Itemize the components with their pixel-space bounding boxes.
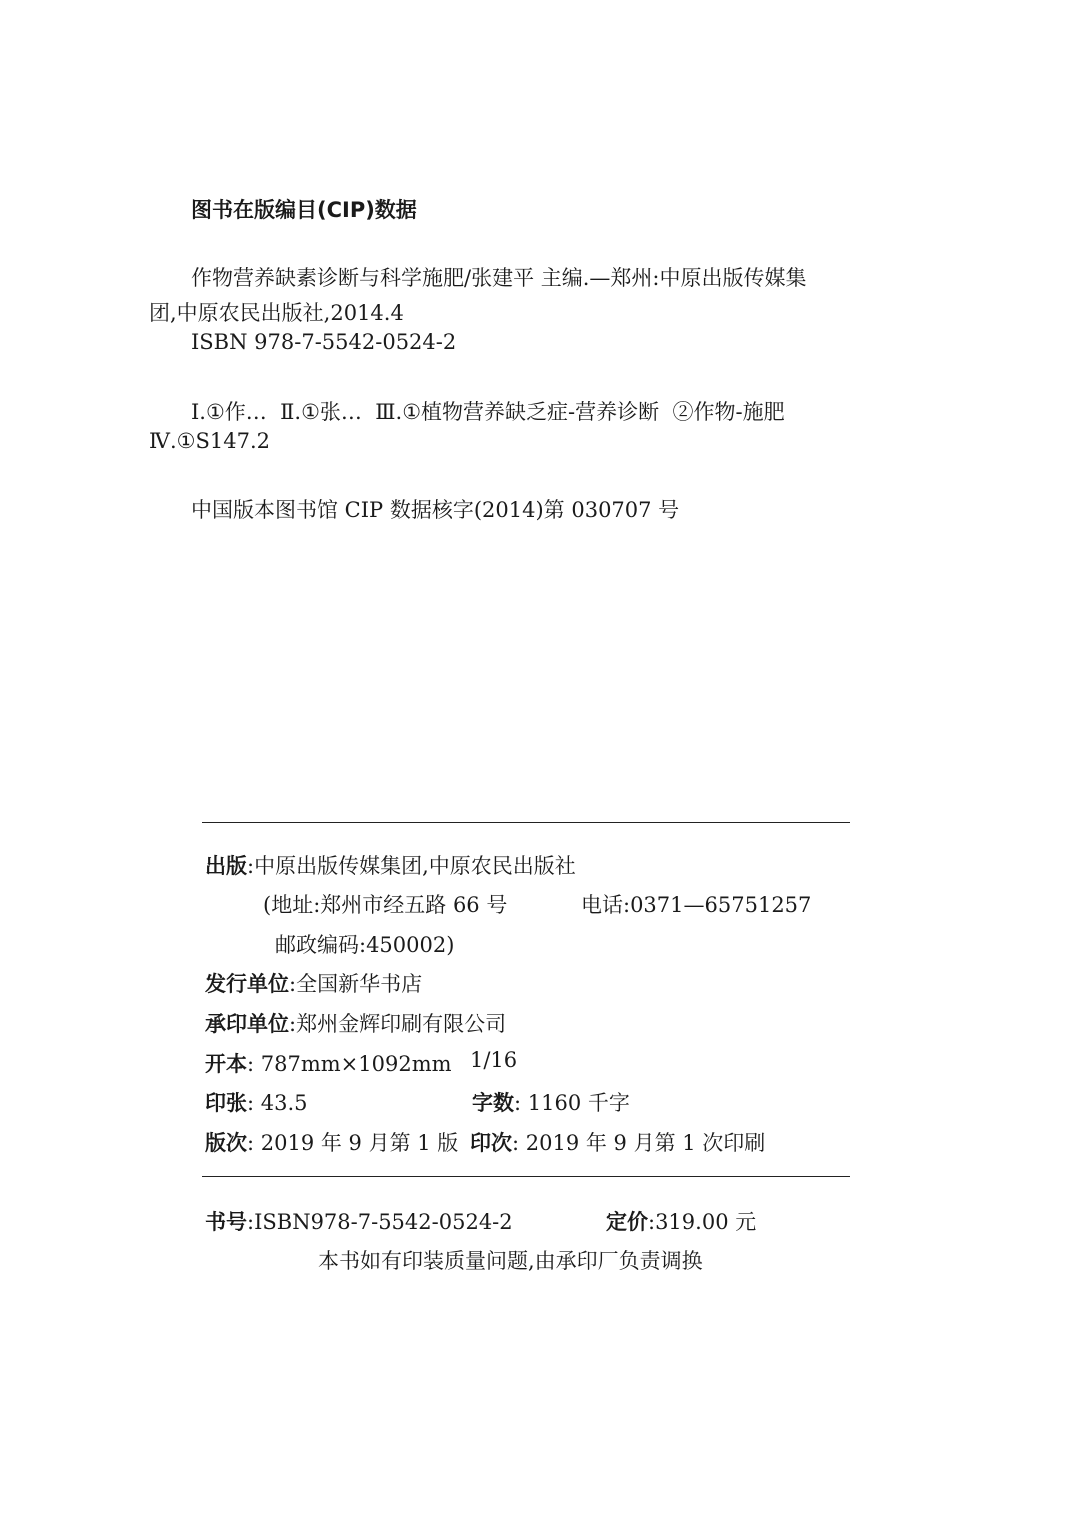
format-fraction: 1/16 [470, 1048, 518, 1072]
sheets-label: 印张 [205, 1091, 247, 1115]
edition-label: 版次 [205, 1131, 247, 1155]
bottom-divider [202, 1176, 850, 1177]
distributor-label: 发行单位 [205, 972, 289, 996]
price-row [606, 1206, 756, 1236]
cip-library-line: 中国版本图书馆 CIP 数据核字(2014)第 030707 号 [191, 498, 680, 522]
edition-row [205, 1127, 458, 1157]
printer-label: 承印单位 [205, 1012, 289, 1036]
sheets-row [205, 1087, 308, 1117]
printer-row [205, 1008, 506, 1038]
cip-entry-line2: 团,中原农民出版社,2014.4 [149, 301, 404, 325]
sheets-value: : 43.5 [247, 1091, 308, 1115]
printing-value: : 2019 年 9 月第 1 次印刷 [512, 1131, 766, 1155]
book-number-row [205, 1206, 513, 1236]
printing-label: 印次 [470, 1131, 512, 1155]
address-text: (地址:郑州市经五路 66 号 [263, 893, 508, 917]
printer-value: :郑州金辉印刷有限公司 [289, 1012, 507, 1036]
publisher-label: 出版 [205, 854, 247, 878]
publisher-row [205, 850, 576, 880]
cip-subject-line1: Ⅰ.①作… Ⅱ.①张… Ⅲ.①植物营养缺乏症-营养诊断 ②作物-施肥 [191, 400, 785, 424]
postcode-text: 邮政编码:450002) [275, 933, 455, 957]
book-number-label: 书号 [205, 1210, 247, 1234]
words-row [472, 1087, 630, 1117]
publisher-value: :中原出版传媒集团,中原农民出版社 [247, 854, 576, 878]
cip-entry-line1: 作物营养缺素诊断与科学施肥/张建平 主编.—郑州:中原出版传媒集 [191, 266, 807, 290]
words-label: 字数 [472, 1091, 514, 1115]
cip-title: 图书在版编目(CIP)数据 [191, 198, 417, 222]
quality-notice: 本书如有印装质量问题,由承印厂负责调换 [318, 1249, 703, 1273]
edition-value: : 2019 年 9 月第 1 版 [247, 1131, 459, 1155]
phone-text: 电话:0371—65751257 [581, 893, 812, 917]
cip-subject-line2: Ⅳ.①S147.2 [149, 429, 270, 453]
book-number-value: :ISBN978-7-5542-0524-2 [247, 1210, 513, 1234]
distributor-row [205, 968, 422, 998]
price-label: 定价 [606, 1210, 648, 1234]
cip-isbn-line: ISBN 978-7-5542-0524-2 [191, 330, 457, 354]
format-label: 开本 [205, 1052, 247, 1076]
format-value: : 787mm×1092mm [247, 1052, 452, 1076]
format-row [205, 1048, 452, 1078]
words-value: : 1160 千字 [514, 1091, 630, 1115]
top-divider [202, 822, 850, 823]
printing-row [470, 1127, 765, 1157]
price-value: :319.00 元 [648, 1210, 757, 1234]
distributor-value: :全国新华书店 [289, 972, 423, 996]
